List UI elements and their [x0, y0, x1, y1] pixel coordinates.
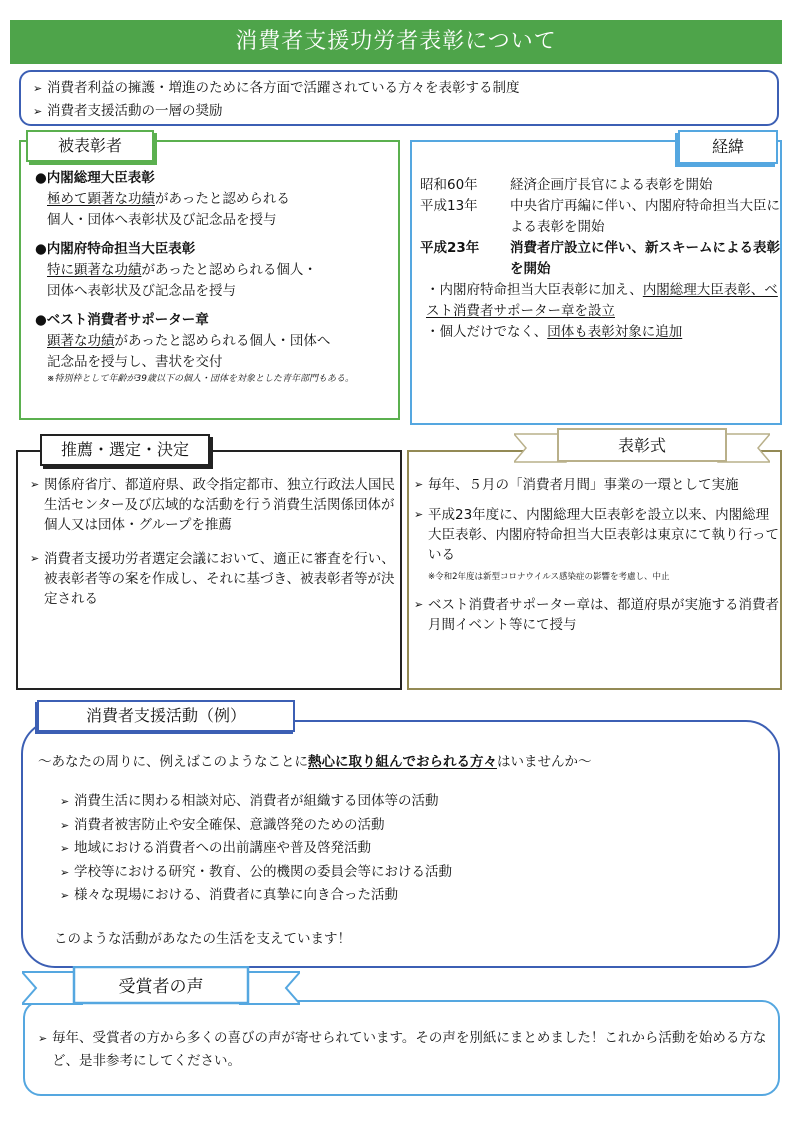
triangle-bullet-icon: ➢ [60, 865, 70, 879]
triangle-bullet-icon: ➢ [33, 105, 43, 118]
summary-box [19, 70, 779, 126]
summary-item: ➢ 消費者支援活動の一層の奨励 [33, 100, 765, 123]
activity-item: ➢ 消費者被害防止や安全確保、意識啓発のための活動 [60, 814, 760, 838]
triangle-bullet-icon: ➢ [38, 1032, 48, 1045]
ceremony-item: ➢ 毎年、５月の「消費者月間」事業の一環として実施 [414, 477, 739, 493]
voices-heading: 受賞者の声 [118, 977, 204, 997]
triangle-bullet-icon: ➢ [33, 82, 43, 95]
triangle-bullet-icon: ➢ [414, 598, 424, 611]
activity-item: ➢ 消費生活に関わる相談対応、消費者が組織する団体等の活動 [60, 790, 760, 814]
award-name: ●ベスト消費者サポーター章 [35, 312, 209, 328]
triangle-bullet-icon: ➢ [414, 508, 424, 521]
activity-item: ➢ 学校等における研究・教育、公的機関の委員会等における活動 [60, 861, 760, 885]
award-name: ●内閣府特命担当大臣表彰 [35, 241, 196, 257]
history-bullet: ・内閣府特命担当大臣表彰に加え、内閣総理大臣表彰、ベスト消費者サポーター章を設立 [426, 282, 778, 319]
covid-note: ※令和2年度は新型コロナウイルス感染症の影響を考慮し、中止 [428, 572, 670, 582]
award-item: ●内閣府特命担当大臣表彰 特に顕著な功績があったと認められる個人・ 団体へ表彰状及び記念品を授与 [35, 239, 395, 302]
history-row: 平成23年 消費者庁設立に伴い、新スキームによる表彰を開始 [420, 240, 780, 277]
activities-footer: このような活動があなたの生活を支えています！ [54, 931, 351, 947]
history-row: 平成13年 中央省庁再編に伴い、内閣府特命担当大臣による表彰を開始 [420, 198, 780, 235]
history-row: 昭和60年 経済企画庁長官による表彰を開始 [420, 177, 713, 193]
history-heading: 経緯 [678, 130, 778, 164]
page-title: 消費者支援功労者表彰について [10, 20, 782, 64]
nomination-item: ➢ 消費者支援功労者選定会議において、適正に審査を行い、被表彰者等の案を作成し、それに基づき、被表彰者等が決定される [30, 551, 395, 607]
award-name: ●内閣総理大臣表彰 [35, 170, 155, 186]
triangle-bullet-icon: ➢ [60, 818, 70, 832]
award-list [35, 168, 395, 393]
activities-heading: 消費者支援活動（例） [37, 700, 295, 732]
nomination-heading: 推薦・選定・決定 [40, 434, 210, 466]
ceremony-ribbon [514, 428, 770, 466]
youth-note: ※特別枠として年齢が39歳以下の個人・団体を対象とした青年部門もある。 [47, 374, 354, 384]
award-item: ●内閣総理大臣表彰 極めて顕著な功績があったと認められる 個人・団体へ表彰状及び記念品を授与 [35, 168, 395, 231]
ceremony-list [414, 475, 782, 645]
triangle-bullet-icon: ➢ [60, 795, 70, 808]
ceremony-item: ➢ 平成23年度に、内閣総理大臣表彰を設立以来、内閣総理大臣表彰、内閣府特命担当大臣表彰は東京にて執り行っている ※令和2年度は新型コロナウイルス感染症の影響を考慮し、中止 [414, 505, 782, 585]
activities-list [60, 790, 760, 908]
voices-ribbon [22, 966, 300, 1010]
nomination-item: ➢ 関係府省庁、都道府県、政令指定都市、独立行政法人国民生活センター及び広域的な活動を行う消費生活関係団体が個人又は団体・グループを推薦 [30, 477, 395, 533]
history-bullet: ・個人だけでなく、団体も表彰対象に追加 [426, 324, 683, 340]
triangle-bullet-icon: ➢ [30, 478, 40, 491]
recipients-heading: 被表彰者 [26, 130, 154, 162]
voices-text: ➢ 毎年、受賞者の方から多くの喜びの声が寄せられています。その声を別紙にまとめました！これから活動を始める方など、是非参考にしてください。 [38, 1027, 768, 1073]
nomination-list [30, 475, 398, 623]
activity-item: ➢ 地域における消費者への出前講座や普及啓発活動 [60, 837, 760, 861]
summary-item: ➢ 消費者利益の擁護・増進のために各方面で活躍されている方々を表彰する制度 [33, 77, 765, 100]
ceremony-item: ➢ ベスト消費者サポーター章は、都道府県が実施する消費者月間イベント等にて授与 [414, 597, 779, 633]
activity-item: ➢ 様々な現場における、消費者に真摯に向き合った活動 [60, 884, 760, 908]
triangle-bullet-icon: ➢ [30, 552, 40, 565]
history-list [420, 175, 780, 343]
award-item: ●ベスト消費者サポーター章 顕著な功績があったと認められる個人・団体へ 記念品を授与し、書状を交付 ※特別枠として年齢が39歳以下の個人・団体を対象とした青年部門もある。 [35, 310, 395, 385]
triangle-bullet-icon: ➢ [60, 889, 70, 902]
triangle-bullet-icon: ➢ [60, 842, 70, 855]
triangle-bullet-icon: ➢ [414, 478, 424, 491]
ceremony-heading: 表彰式 [617, 436, 667, 455]
activities-intro: ～あなたの周りに、例えばこのようなことに熱心に取り組んでおられる方々はいませんか～ [38, 754, 592, 770]
